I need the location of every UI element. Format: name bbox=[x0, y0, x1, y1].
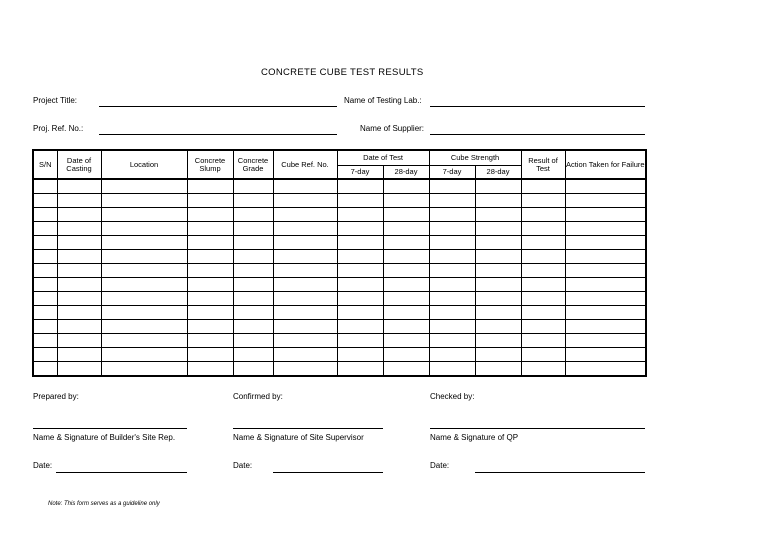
table-cell[interactable] bbox=[57, 222, 101, 236]
table-cell[interactable] bbox=[337, 222, 383, 236]
table-row bbox=[33, 292, 646, 306]
header-sn: S/N bbox=[33, 150, 57, 179]
table-cell[interactable] bbox=[101, 250, 187, 264]
supplier-field[interactable] bbox=[430, 134, 645, 135]
table-cell[interactable] bbox=[187, 236, 233, 250]
table-cell[interactable] bbox=[337, 179, 383, 194]
table-cell[interactable] bbox=[57, 334, 101, 348]
table-cell[interactable] bbox=[233, 292, 273, 306]
table-cell[interactable] bbox=[273, 250, 337, 264]
table-cell[interactable] bbox=[187, 278, 233, 292]
table-cell[interactable] bbox=[337, 320, 383, 334]
table-cell[interactable] bbox=[233, 179, 273, 194]
table-cell[interactable] bbox=[57, 208, 101, 222]
table-cell[interactable] bbox=[187, 250, 233, 264]
checked-by-label: Checked by: bbox=[430, 392, 475, 401]
table-cell[interactable] bbox=[565, 208, 646, 222]
header-location: Location bbox=[101, 150, 187, 179]
header-result-of-test: Result of Test bbox=[521, 150, 565, 179]
table-cell[interactable] bbox=[475, 194, 521, 208]
table-row bbox=[33, 348, 646, 362]
table-row bbox=[33, 306, 646, 320]
table-row bbox=[33, 250, 646, 264]
table-cell[interactable] bbox=[33, 179, 57, 194]
table-cell[interactable] bbox=[101, 264, 187, 278]
builder-rep-signature-line[interactable] bbox=[33, 428, 187, 429]
table-cell[interactable] bbox=[101, 194, 187, 208]
table-cell[interactable] bbox=[565, 250, 646, 264]
table-cell[interactable] bbox=[187, 306, 233, 320]
header-cube-strength: Cube Strength bbox=[429, 150, 521, 166]
table-cell[interactable] bbox=[57, 320, 101, 334]
supplier-label: Name of Supplier: bbox=[360, 124, 425, 133]
table-cell[interactable] bbox=[565, 264, 646, 278]
header-test-28day: 28-day bbox=[383, 166, 429, 180]
table-row bbox=[33, 362, 646, 377]
table-cell[interactable] bbox=[33, 334, 57, 348]
table-cell[interactable] bbox=[475, 278, 521, 292]
table-cell[interactable] bbox=[57, 236, 101, 250]
table-row bbox=[33, 264, 646, 278]
table-cell[interactable] bbox=[383, 292, 429, 306]
proj-ref-field[interactable] bbox=[99, 134, 337, 135]
table-cell[interactable] bbox=[383, 208, 429, 222]
table-cell[interactable] bbox=[273, 348, 337, 362]
table-cell[interactable] bbox=[565, 306, 646, 320]
table-cell[interactable] bbox=[33, 222, 57, 236]
table-cell[interactable] bbox=[33, 306, 57, 320]
testing-lab-label: Name of Testing Lab.: bbox=[344, 96, 422, 105]
table-cell[interactable] bbox=[101, 292, 187, 306]
table-cell[interactable] bbox=[383, 236, 429, 250]
table-cell[interactable] bbox=[337, 208, 383, 222]
table-cell[interactable] bbox=[429, 292, 475, 306]
table-cell[interactable] bbox=[565, 292, 646, 306]
table-cell[interactable] bbox=[273, 362, 337, 377]
table-cell[interactable] bbox=[101, 320, 187, 334]
table-cell[interactable] bbox=[521, 250, 565, 264]
table-row bbox=[33, 194, 646, 208]
table-cell[interactable] bbox=[233, 264, 273, 278]
table-cell[interactable] bbox=[233, 222, 273, 236]
table-cell[interactable] bbox=[429, 194, 475, 208]
table-cell[interactable] bbox=[57, 264, 101, 278]
table-cell[interactable] bbox=[101, 222, 187, 236]
table-cell[interactable] bbox=[475, 292, 521, 306]
table-row bbox=[33, 222, 646, 236]
table-cell[interactable] bbox=[33, 208, 57, 222]
table-cell[interactable] bbox=[475, 348, 521, 362]
table-cell[interactable] bbox=[521, 348, 565, 362]
table-cell[interactable] bbox=[565, 179, 646, 194]
header-date-of-casting: Date of Casting bbox=[57, 150, 101, 179]
table-cell[interactable] bbox=[565, 348, 646, 362]
table-cell[interactable] bbox=[429, 179, 475, 194]
testing-lab-field[interactable] bbox=[430, 106, 645, 107]
header-concrete-slump: Concrete Slump bbox=[187, 150, 233, 179]
project-title-label: Project Title: bbox=[33, 96, 78, 105]
proj-ref-label: Proj. Ref. No.: bbox=[33, 124, 84, 133]
table-cell[interactable] bbox=[337, 334, 383, 348]
table-cell[interactable] bbox=[429, 306, 475, 320]
table-cell[interactable] bbox=[101, 179, 187, 194]
qp-label: Name & Signature of QP bbox=[430, 433, 519, 442]
table-cell[interactable] bbox=[521, 264, 565, 278]
table-cell[interactable] bbox=[57, 179, 101, 194]
table-cell[interactable] bbox=[233, 320, 273, 334]
table-cell[interactable] bbox=[383, 179, 429, 194]
guideline-note: Note: This form serves as a guideline only bbox=[48, 501, 160, 507]
table-cell[interactable] bbox=[383, 348, 429, 362]
table-cell[interactable] bbox=[475, 362, 521, 377]
table-cell[interactable] bbox=[57, 194, 101, 208]
table-cell[interactable] bbox=[521, 236, 565, 250]
table-cell[interactable] bbox=[57, 306, 101, 320]
cube-test-table bbox=[32, 149, 647, 377]
table-cell[interactable] bbox=[33, 362, 57, 377]
table-cell[interactable] bbox=[521, 222, 565, 236]
date-field-2[interactable] bbox=[273, 472, 383, 473]
table-cell[interactable] bbox=[273, 306, 337, 320]
header-date-of-test: Date of Test bbox=[337, 150, 429, 166]
qp-signature-line[interactable] bbox=[430, 428, 645, 429]
site-supervisor-signature-line[interactable] bbox=[233, 428, 383, 429]
header-strength-28day: 28-day bbox=[475, 166, 521, 180]
table-cell[interactable] bbox=[233, 334, 273, 348]
table-cell[interactable] bbox=[233, 348, 273, 362]
table-cell[interactable] bbox=[101, 362, 187, 377]
table-cell[interactable] bbox=[429, 222, 475, 236]
table-body bbox=[33, 179, 646, 376]
table-cell[interactable] bbox=[57, 362, 101, 377]
builder-rep-label: Name & Signature of Builder's Site Rep. bbox=[33, 433, 176, 442]
table-cell[interactable] bbox=[383, 320, 429, 334]
table-cell[interactable] bbox=[475, 334, 521, 348]
table-cell[interactable] bbox=[187, 222, 233, 236]
table-row bbox=[33, 320, 646, 334]
table-cell[interactable] bbox=[383, 222, 429, 236]
table-cell[interactable] bbox=[101, 348, 187, 362]
table-cell[interactable] bbox=[565, 334, 646, 348]
table-cell[interactable] bbox=[521, 179, 565, 194]
table-cell[interactable] bbox=[475, 320, 521, 334]
table-cell[interactable] bbox=[33, 348, 57, 362]
table-cell[interactable] bbox=[33, 292, 57, 306]
table-cell[interactable] bbox=[521, 292, 565, 306]
table-cell[interactable] bbox=[521, 278, 565, 292]
table-cell[interactable] bbox=[187, 334, 233, 348]
table-row bbox=[33, 179, 646, 194]
table-cell[interactable] bbox=[475, 236, 521, 250]
table-cell[interactable] bbox=[33, 250, 57, 264]
table-cell[interactable] bbox=[337, 306, 383, 320]
table-cell[interactable] bbox=[273, 179, 337, 194]
table-cell[interactable] bbox=[429, 278, 475, 292]
table-cell[interactable] bbox=[273, 222, 337, 236]
table-cell[interactable] bbox=[475, 250, 521, 264]
table-cell[interactable] bbox=[273, 334, 337, 348]
confirmed-by-label: Confirmed by: bbox=[233, 392, 283, 401]
table-cell[interactable] bbox=[273, 194, 337, 208]
table-cell[interactable] bbox=[101, 306, 187, 320]
table-cell[interactable] bbox=[383, 278, 429, 292]
date-label-1: Date: bbox=[33, 461, 53, 470]
table-cell[interactable] bbox=[101, 208, 187, 222]
table-cell[interactable] bbox=[565, 320, 646, 334]
table-cell[interactable] bbox=[475, 208, 521, 222]
table-cell[interactable] bbox=[337, 194, 383, 208]
table-cell[interactable] bbox=[187, 208, 233, 222]
table-cell[interactable] bbox=[429, 236, 475, 250]
table-cell[interactable] bbox=[337, 264, 383, 278]
table-cell[interactable] bbox=[521, 208, 565, 222]
table-cell[interactable] bbox=[57, 292, 101, 306]
table-cell[interactable] bbox=[521, 362, 565, 377]
table-cell[interactable] bbox=[187, 348, 233, 362]
header-test-7day: 7-day bbox=[337, 166, 383, 180]
table-cell[interactable] bbox=[33, 320, 57, 334]
table-cell[interactable] bbox=[383, 362, 429, 377]
table-cell[interactable] bbox=[33, 264, 57, 278]
table-cell[interactable] bbox=[57, 250, 101, 264]
table-cell[interactable] bbox=[33, 278, 57, 292]
table-cell[interactable] bbox=[187, 362, 233, 377]
table-cell[interactable] bbox=[429, 208, 475, 222]
header-action-taken: Action Taken for Failure bbox=[565, 150, 646, 179]
table-cell[interactable] bbox=[337, 236, 383, 250]
table-cell[interactable] bbox=[187, 179, 233, 194]
table-cell[interactable] bbox=[233, 278, 273, 292]
header-strength-7day: 7-day bbox=[429, 166, 475, 180]
table-cell[interactable] bbox=[273, 208, 337, 222]
table-cell[interactable] bbox=[273, 292, 337, 306]
table-cell[interactable] bbox=[57, 348, 101, 362]
table-cell[interactable] bbox=[429, 250, 475, 264]
table-cell[interactable] bbox=[233, 362, 273, 377]
table-cell[interactable] bbox=[101, 278, 187, 292]
project-title-field[interactable] bbox=[99, 106, 337, 107]
table-cell[interactable] bbox=[33, 236, 57, 250]
table-cell[interactable] bbox=[101, 236, 187, 250]
table-cell[interactable] bbox=[273, 278, 337, 292]
table-cell[interactable] bbox=[475, 222, 521, 236]
table-cell[interactable] bbox=[565, 222, 646, 236]
table-cell[interactable] bbox=[273, 236, 337, 250]
table-row bbox=[33, 278, 646, 292]
table-cell[interactable] bbox=[565, 278, 646, 292]
table-row bbox=[33, 236, 646, 250]
table-cell[interactable] bbox=[233, 306, 273, 320]
table-row bbox=[33, 334, 646, 348]
table-cell[interactable] bbox=[233, 250, 273, 264]
table-cell[interactable] bbox=[521, 306, 565, 320]
table-cell[interactable] bbox=[475, 264, 521, 278]
table-cell[interactable] bbox=[337, 292, 383, 306]
table-cell[interactable] bbox=[475, 306, 521, 320]
table-cell[interactable] bbox=[273, 264, 337, 278]
table-cell[interactable] bbox=[429, 264, 475, 278]
table-cell[interactable] bbox=[233, 194, 273, 208]
table-cell[interactable] bbox=[383, 250, 429, 264]
table-cell[interactable] bbox=[383, 334, 429, 348]
table-cell[interactable] bbox=[429, 362, 475, 377]
date-label-3: Date: bbox=[430, 461, 450, 470]
date-label-2: Date: bbox=[233, 461, 253, 470]
table-cell[interactable] bbox=[383, 306, 429, 320]
table-cell[interactable] bbox=[101, 334, 187, 348]
table-cell[interactable] bbox=[429, 348, 475, 362]
table-cell[interactable] bbox=[383, 264, 429, 278]
table-cell[interactable] bbox=[383, 194, 429, 208]
form-title: CONCRETE CUBE TEST RESULTS bbox=[261, 67, 424, 78]
table-cell[interactable] bbox=[337, 348, 383, 362]
header-concrete-grade: Concrete Grade bbox=[233, 150, 273, 179]
table-cell[interactable] bbox=[429, 334, 475, 348]
table-cell[interactable] bbox=[475, 179, 521, 194]
table-cell[interactable] bbox=[33, 194, 57, 208]
table-cell[interactable] bbox=[429, 320, 475, 334]
table-cell[interactable] bbox=[187, 194, 233, 208]
table-cell[interactable] bbox=[565, 236, 646, 250]
table-cell[interactable] bbox=[187, 320, 233, 334]
prepared-by-label: Prepared by: bbox=[33, 392, 79, 401]
header-cube-ref-no: Cube Ref. No. bbox=[273, 150, 337, 179]
date-field-1[interactable] bbox=[56, 472, 187, 473]
table-cell[interactable] bbox=[521, 334, 565, 348]
table-row bbox=[33, 208, 646, 222]
table-cell[interactable] bbox=[565, 194, 646, 208]
table-cell[interactable] bbox=[187, 292, 233, 306]
table-cell[interactable] bbox=[521, 194, 565, 208]
site-supervisor-label: Name & Signature of Site Supervisor bbox=[233, 433, 364, 442]
table-cell[interactable] bbox=[57, 278, 101, 292]
table-cell[interactable] bbox=[521, 320, 565, 334]
date-field-3[interactable] bbox=[475, 472, 645, 473]
table-cell[interactable] bbox=[187, 264, 233, 278]
table-cell[interactable] bbox=[337, 362, 383, 377]
table-cell[interactable] bbox=[233, 236, 273, 250]
table-cell[interactable] bbox=[273, 320, 337, 334]
table-cell[interactable] bbox=[233, 208, 273, 222]
table-cell[interactable] bbox=[337, 278, 383, 292]
table-cell[interactable] bbox=[337, 250, 383, 264]
table-cell[interactable] bbox=[565, 362, 646, 377]
